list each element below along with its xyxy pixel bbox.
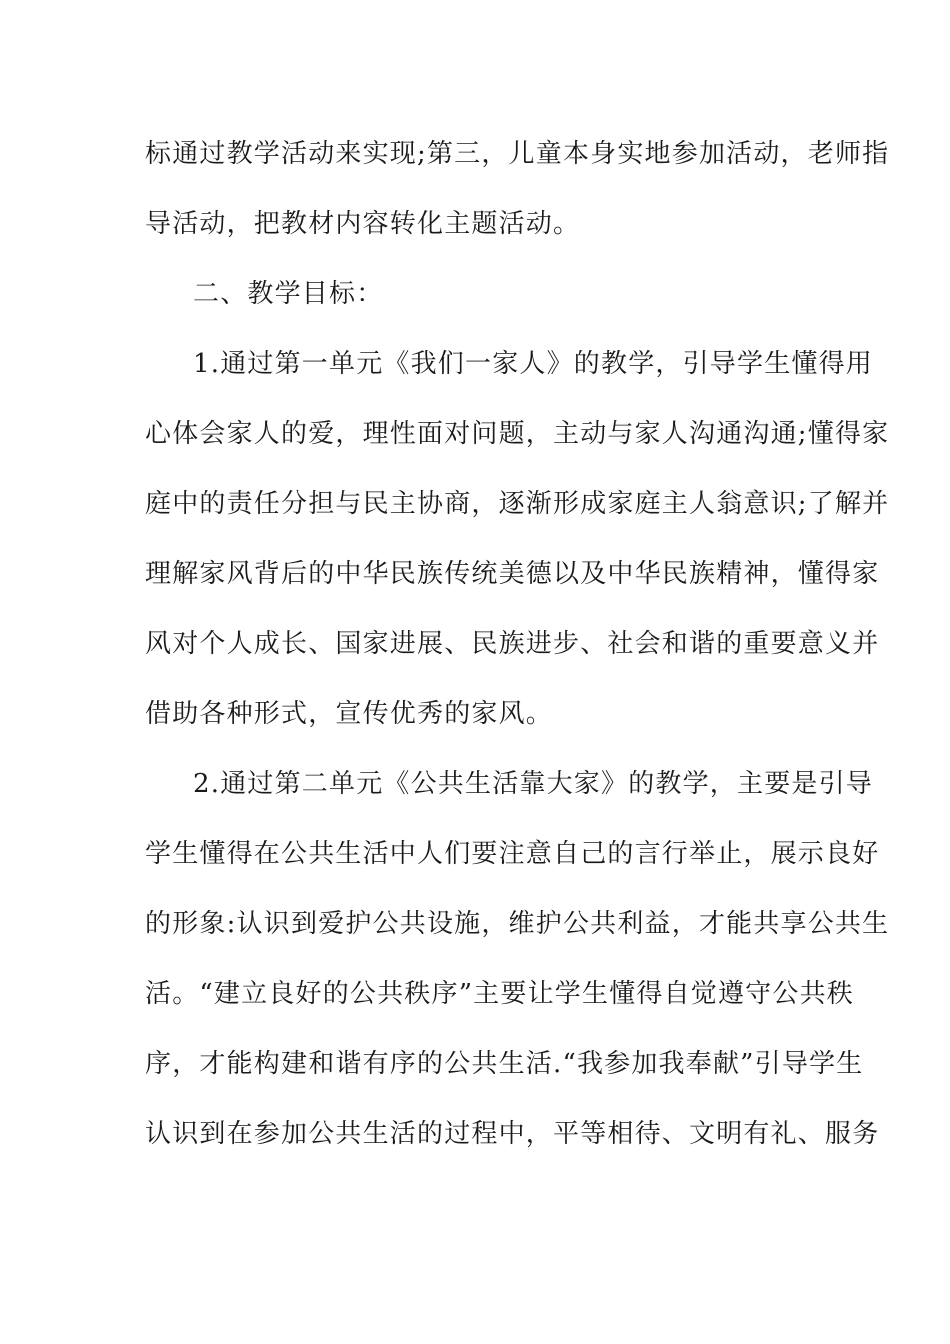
paragraph-line: 导活动，把教材内容转化主题活动。 (145, 209, 581, 239)
paragraph-line: 2.通过第二单元《公共生活靠大家》的教学，主要是引导 (193, 769, 874, 799)
paragraph-line: 学生懂得在公共生活中人们要注意自己的言行举止，展示良好 (145, 839, 880, 869)
paragraph-line: 活。“建立良好的公共秩序”主要让学生懂得自觉遵守公共秩 (145, 979, 854, 1009)
section-heading: 二、教学目标： (193, 279, 384, 309)
paragraph-line: 借助各种形式，宣传优秀的家风。 (145, 699, 554, 729)
paragraph-line: 认识到在参加公共生活的过程中，平等相待、文明有礼、服务 (145, 1119, 880, 1149)
paragraph-line: 的形象:认识到爱护公共设施，维护公共利益，才能共享公共生 (145, 909, 890, 939)
paragraph-line: 心体会家人的爱，理性面对问题，主动与家人沟通沟通;懂得家 (145, 419, 890, 449)
paragraph-line: 1.通过第一单元《我们一家人》的教学，引导学生懂得用 (193, 349, 874, 379)
paragraph-line: 庭中的责任分担与民主协商，逐渐形成家庭主人翁意识;了解并 (145, 489, 890, 519)
paragraph-line: 理解家风背后的中华民族传统美德以及中华民族精神，懂得家 (145, 559, 880, 589)
paragraph-line: 序，才能构建和谐有序的公共生活.“我参加我奉献”引导学生 (145, 1049, 864, 1079)
paragraph-line: 风对个人成长、国家进展、民族进步、社会和谐的重要意义并 (145, 629, 880, 659)
paragraph-line: 标通过教学活动来实现;第三，儿童本身实地参加活动，老师指 (145, 139, 890, 169)
